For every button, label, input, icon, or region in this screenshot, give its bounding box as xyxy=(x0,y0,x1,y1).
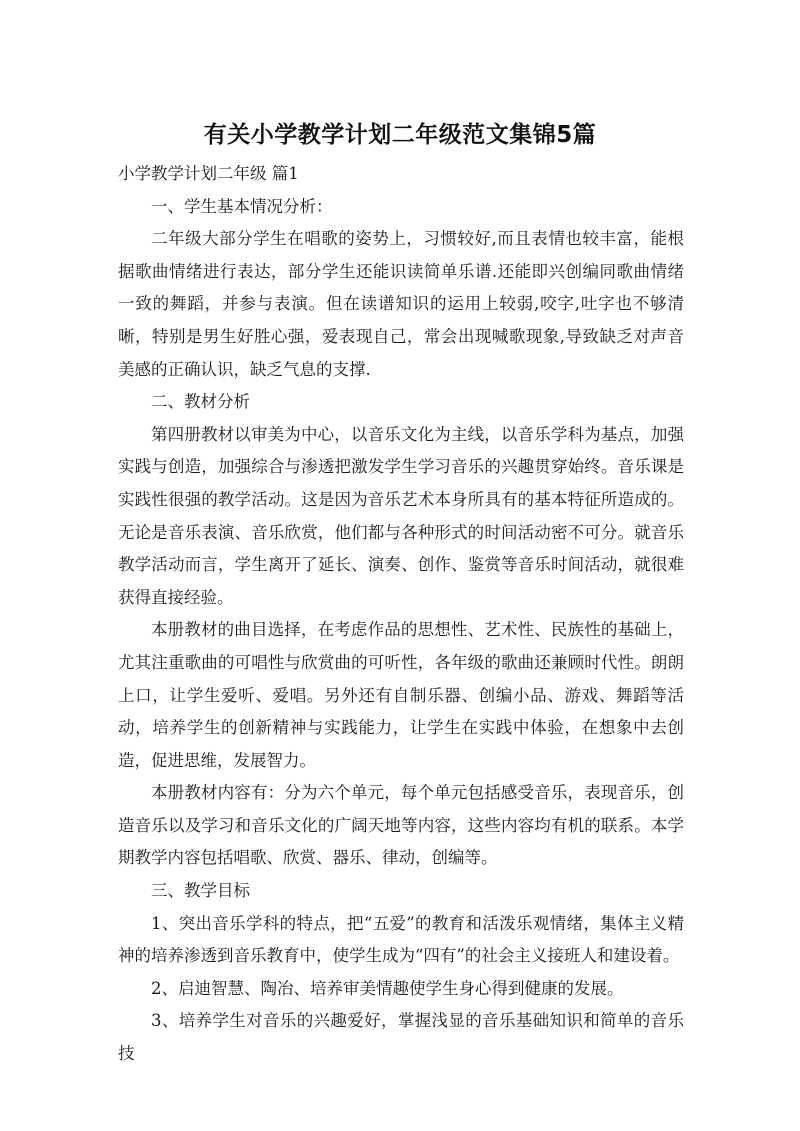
paragraph: 3、培养学生对音乐的兴趣爱好，掌握浅显的音乐基础知识和简单的音乐技 xyxy=(118,1011,684,1064)
document-title: 有关小学教学计划二年级范文集锦5篇 xyxy=(203,122,597,148)
paragraph: 第四册教材以审美为中心，以音乐文化为主线，以音乐学科为基点，加强实践与创造，加强综合与渗透把激发学生学习音乐的兴趣贯穿始终。音乐课是实践性很强的教学活动。这是因为音乐艺术本身所具有的基本特征所造成的。无论是音乐表演、音乐欣赏，他们都与各种形式的时间活动密不可分。就音乐教学活动而言，学生离开了延长、演奏、创作、鉴赏等音乐时间活动，就很难获得直接经验。 xyxy=(118,424,684,607)
section-subtitle: 小学教学计划二年级 篇1 xyxy=(118,164,299,183)
paragraph: 2、启迪智慧、陶冶、培养审美情趣使学生身心得到健康的发展。 xyxy=(151,978,624,998)
paragraph: 二、教材分析 xyxy=(151,392,250,412)
paragraph: 一、学生基本情况分析： xyxy=(151,196,333,216)
document-body xyxy=(118,158,684,1071)
paragraph: 1、突出音乐学科的特点，把“五爱”的教育和活泼乐观情绪，集体主义精神的培养渗透到音乐教育中，使学生成为“四有”的社会主义接班人和建设着。 xyxy=(118,913,684,966)
paragraph: 本册教材内容有：分为六个单元，每个单元包括感受音乐，表现音乐，创造音乐以及学习和音乐文化的广阔天地等内容，这些内容均有机的联系。本学期教学内容包括唱歌、欣赏、器乐、律动，创编等。 xyxy=(118,783,684,868)
paragraph: 本册教材的曲目选择，在考虑作品的思想性、艺术性、民族性的基础上，尤其注重歌曲的可唱性与欣赏曲的可听性，各年级的歌曲还兼顾时代性。朗朗上口，让学生爱听、爱唱。另外还有自制乐器、创编小品、游戏、舞蹈等活动，培养学生的创新精神与实践能力，让学生在实践中体验，在想象中去创造，促进思维，发展智力。 xyxy=(118,620,684,770)
paragraph: 三、教学目标 xyxy=(151,881,250,901)
paragraph: 二年级大部分学生在唱歌的姿势上，习惯较好,而且表情也较丰富，能根据歌曲情绪进行表达，部分学生还能识读简单乐谱.还能即兴创编同歌曲情绪一致的舞蹈，并参与表演。但在读谱知识的运用上较弱,咬字,吐字也不够清晰，特别是男生好胜心强，爱表现自己，常会出现喊歌现象,导致缺乏对声音美感的正确认识，缺乏气息的支撑. xyxy=(118,229,684,379)
